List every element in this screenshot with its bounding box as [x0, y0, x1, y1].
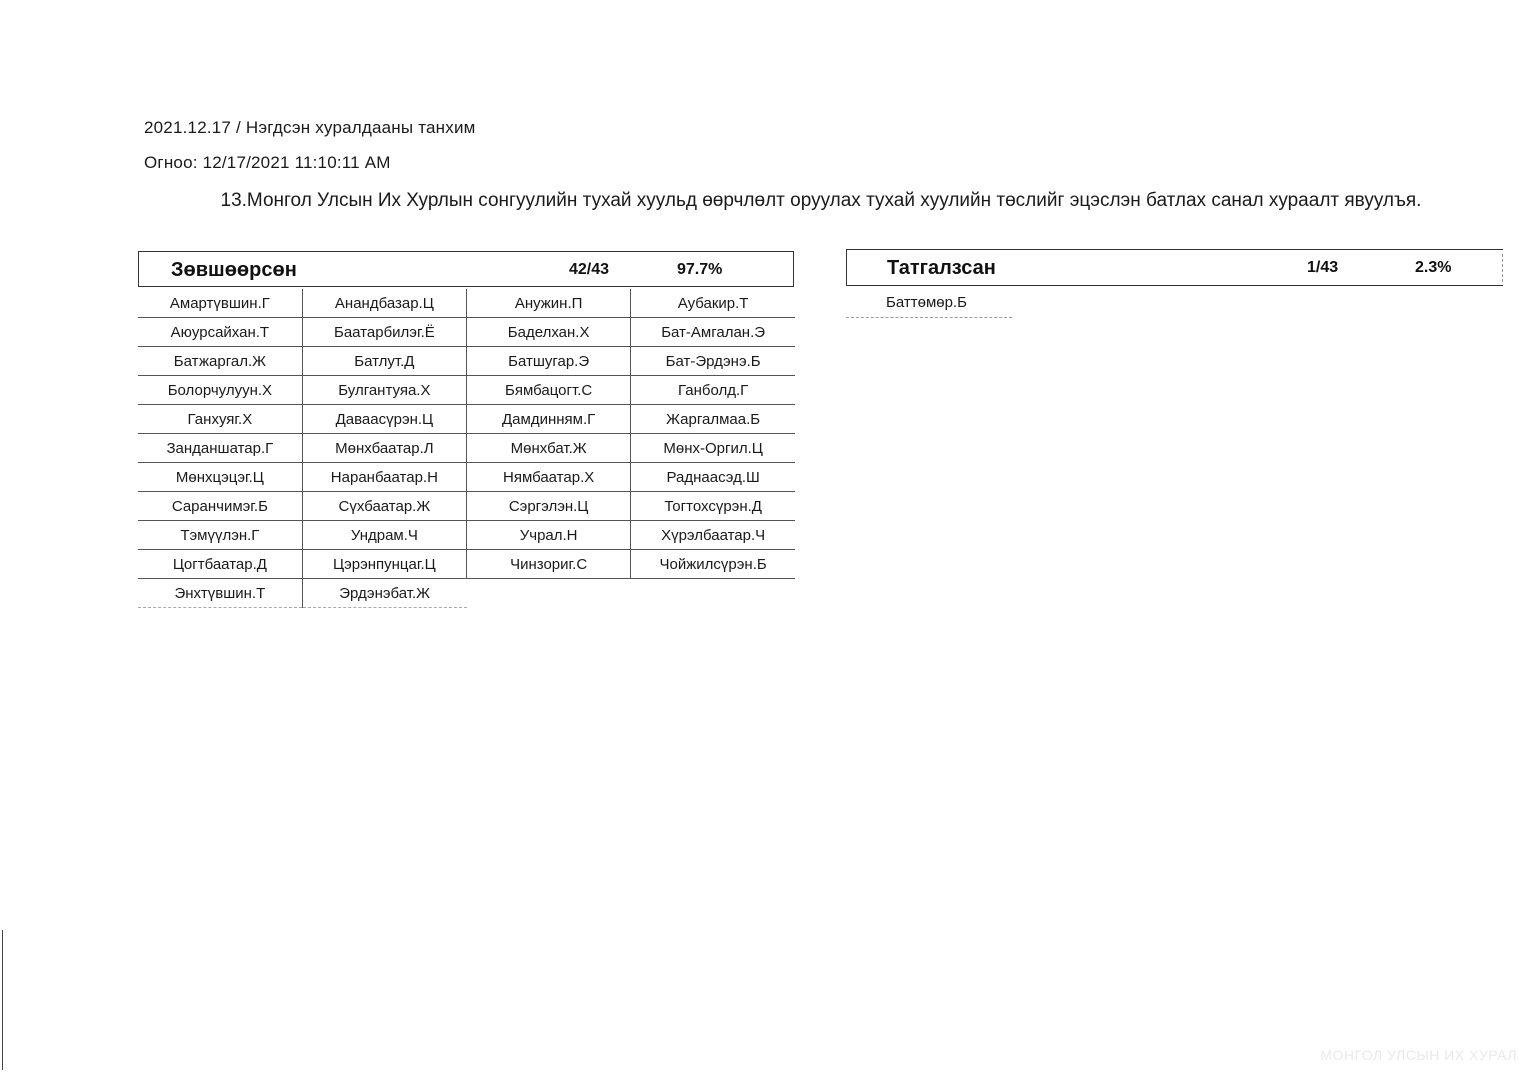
- table-row: [138, 579, 795, 608]
- member-name-cell: Эрдэнэбат.Ж: [302, 579, 466, 608]
- member-name-cell: Раднаасэд.Ш: [631, 463, 795, 492]
- member-name-cell: Даваасүрэн.Ц: [302, 405, 466, 434]
- empty-cell: [467, 579, 631, 608]
- member-name-cell: Баделхан.Х: [467, 318, 631, 347]
- member-name-cell: Батжаргал.Ж: [138, 347, 302, 376]
- member-name-cell: Болорчулуун.Х: [138, 376, 302, 405]
- table-row: [138, 492, 795, 521]
- approved-members-table: [138, 289, 795, 608]
- member-name-cell: Наранбаатар.Н: [302, 463, 466, 492]
- member-name-cell: Булгантуяа.Х: [302, 376, 466, 405]
- member-name-cell: Нямбаатар.Х: [467, 463, 631, 492]
- member-name-cell: Саранчимэг.Б: [138, 492, 302, 521]
- table-row: [138, 347, 795, 376]
- member-name-cell: Цогтбаатар.Д: [138, 550, 302, 579]
- vote-date: Огноо: 12/17/2021 11:10:11 AM: [144, 153, 391, 172]
- table-row: [138, 405, 795, 434]
- member-name-cell: Учрал.Н: [467, 521, 631, 550]
- member-name-cell: Амартүвшин.Г: [138, 289, 302, 318]
- rejected-count: 1/43: [1307, 259, 1339, 276]
- member-name-cell: Аюурсайхан.Т: [138, 318, 302, 347]
- member-name-cell: Ганхуяг.Х: [138, 405, 302, 434]
- table-row: [138, 318, 795, 347]
- member-name-cell: Хүрэлбаатар.Ч: [631, 521, 795, 550]
- member-name-cell: Батлут.Д: [302, 347, 466, 376]
- member-name-cell: Бат-Эрдэнэ.Б: [631, 347, 795, 376]
- member-name-cell: Анандбазар.Ц: [302, 289, 466, 318]
- table-row: [138, 550, 795, 579]
- list-item: Баттөмөр.Б: [846, 289, 1012, 318]
- member-name-cell: Сэргэлэн.Ц: [467, 492, 631, 521]
- watermark: МОНГОЛ УЛСЫН ИХ ХУРАЛ: [1320, 1047, 1517, 1063]
- approved-label: Зөвшөөрсөн: [171, 259, 297, 281]
- table-row: [138, 521, 795, 550]
- member-name-cell: Бямбацогт.С: [467, 376, 631, 405]
- member-name-cell: Чинзориг.С: [467, 550, 631, 579]
- member-name-cell: Цэрэнпунцаг.Ц: [302, 550, 466, 579]
- member-name-cell: Анужин.П: [467, 289, 631, 318]
- member-name-cell: Батшугар.Э: [467, 347, 631, 376]
- member-name-cell: Энхтүвшин.Т: [138, 579, 302, 608]
- table-row: [138, 289, 795, 318]
- rejected-header: [846, 249, 1503, 286]
- member-name-cell: Мөнхбат.Ж: [467, 434, 631, 463]
- rejected-label: Татгалзсан: [887, 257, 996, 279]
- approved-header: [138, 251, 794, 287]
- member-name-cell: Мөнхцэцэг.Ц: [138, 463, 302, 492]
- table-row: [138, 434, 795, 463]
- member-name-cell: Мөнх-Оргил.Ц: [631, 434, 795, 463]
- approved-count: 42/43: [569, 261, 610, 278]
- member-name-cell: Баатарбилэг.Ё: [302, 318, 466, 347]
- member-name-cell: Тогтохсүрэн.Д: [631, 492, 795, 521]
- scan-edge-mark: [2, 930, 3, 1070]
- rejected-percent: 2.3%: [1415, 259, 1452, 276]
- member-name-cell: Ундрам.Ч: [302, 521, 466, 550]
- table-row: [138, 376, 795, 405]
- member-name-cell: Чойжилсүрэн.Б: [631, 550, 795, 579]
- empty-cell: [631, 579, 795, 608]
- member-name-cell: Сүхбаатар.Ж: [302, 492, 466, 521]
- member-name-cell: Занданшатар.Г: [138, 434, 302, 463]
- member-name-cell: Бат-Амгалан.Э: [631, 318, 795, 347]
- member-name-cell: Аубакир.Т: [631, 289, 795, 318]
- member-name-cell: Ганболд.Г: [631, 376, 795, 405]
- rejected-members-list: [846, 289, 1012, 318]
- table-row: [138, 463, 795, 492]
- vote-question: 13.Монгол Улсын Их Хурлын сонгуулийн тухай хуульд өөрчлөлт оруулах тухай хуулийн төслийг эцэслэн батлах санал хураалт явуулъя.: [220, 190, 1422, 211]
- member-name-cell: Дамдинням.Г: [467, 405, 631, 434]
- session-info: 2021.12.17 / Нэгдсэн хуралдааны танхим: [144, 118, 476, 137]
- approved-percent: 97.7%: [677, 261, 723, 278]
- member-name-cell: Мөнхбаатар.Л: [302, 434, 466, 463]
- member-name-cell: Тэмүүлэн.Г: [138, 521, 302, 550]
- member-name-cell: Жаргалмаа.Б: [631, 405, 795, 434]
